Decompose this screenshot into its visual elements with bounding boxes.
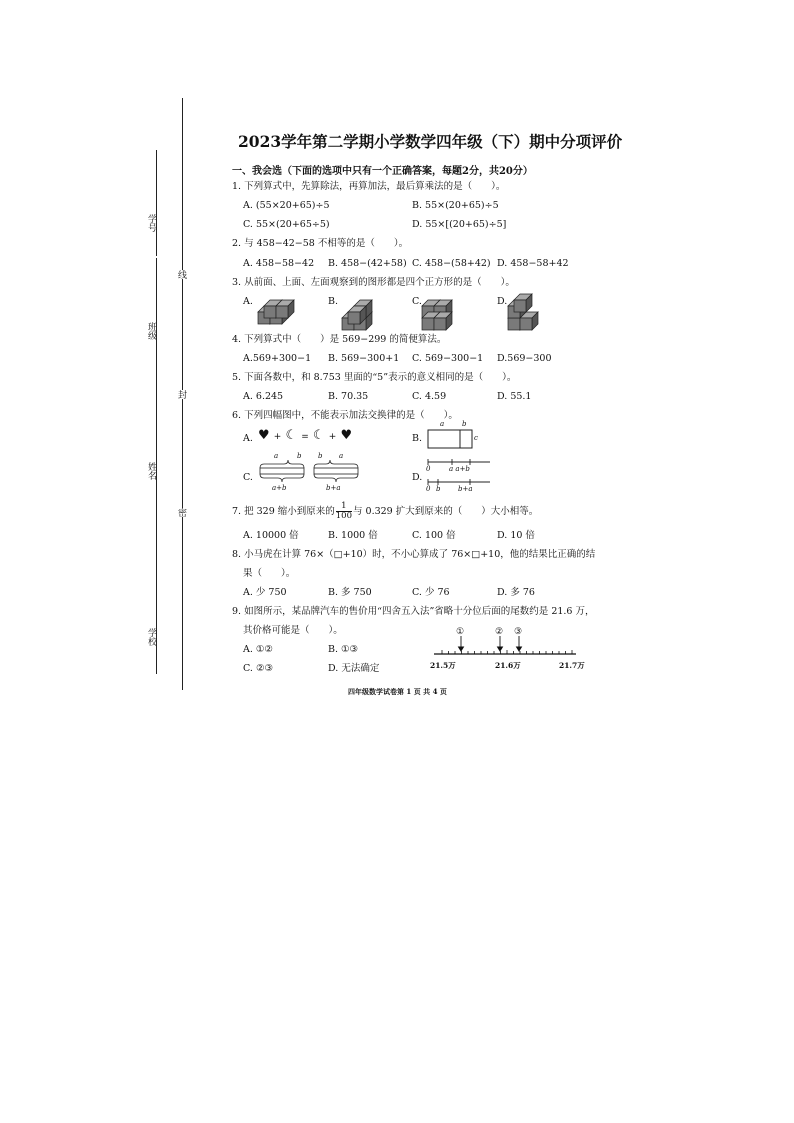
q9-marker-2: ② <box>495 627 504 637</box>
q7-fraction <box>336 502 352 521</box>
q6-c-label-b2: b <box>318 452 323 460</box>
q9-marker-1: ① <box>456 627 465 637</box>
q9-tick-21-6: 21.6万 <box>495 661 521 670</box>
q3-option-d[interactable]: D. <box>497 296 508 307</box>
q6-d-label-b: b <box>436 485 441 493</box>
cube-figure-c <box>422 300 452 330</box>
q5-option-b[interactable]: B. 70.35 <box>328 391 369 402</box>
q6-stem: 6. 下列四幅图中，不能表示加法交换律的是（ ）。 <box>232 410 458 421</box>
q2-option-d[interactable]: D. 458−58+42 <box>497 258 569 269</box>
q5-option-d[interactable]: D. 55.1 <box>497 391 532 402</box>
field-xingming-line[interactable] <box>156 370 157 512</box>
q7-stem-pre: 7. 把 329 缩小到原来的 <box>232 505 335 517</box>
page-title: 2023学年第二学期小学数学四年级（下）期中分项评价 <box>238 132 623 151</box>
q9-stem-line1: 9. 如图所示，某品牌汽车的售价用“四舍五入法”省略十分位后面的尾数约是 21.6 万， <box>232 606 595 617</box>
q6-d-label-a-ab: a a+b <box>449 465 470 473</box>
moon-icon: ☾ <box>312 428 325 443</box>
q9-stem-line2: 其价格可能是（ ）。 <box>243 625 343 636</box>
q7-frac-numerator: 1 <box>341 501 347 511</box>
q8-option-a[interactable]: A. 少 750 <box>243 587 287 598</box>
q7-option-b[interactable]: B. 1000 倍 <box>328 530 378 541</box>
q9-option-c[interactable]: C. ②③ <box>243 663 274 674</box>
page-footer: 四年级数学试卷第 1 页 共 4 页 <box>348 687 447 696</box>
q4-option-b[interactable]: B. 569−300+1 <box>328 353 400 364</box>
q3-cube-figures <box>250 292 550 334</box>
cube-figure-d <box>508 294 538 330</box>
heart-icon: ♥ <box>258 428 270 443</box>
q6-option-a[interactable]: A. <box>243 433 253 444</box>
q9-tick-21-5: 21.5万 <box>430 661 456 670</box>
q7-frac-denominator: 100 <box>335 511 352 521</box>
q2-option-c[interactable]: C. 458−(58+42) <box>412 258 491 269</box>
binding-mark-feng: 封 <box>176 390 186 399</box>
q8-stem-line2: 果（ ）。 <box>243 568 296 579</box>
q3-option-c[interactable]: C. <box>412 296 422 307</box>
q7-option-c[interactable]: C. 100 倍 <box>412 530 456 541</box>
q7-option-d[interactable]: D. 10 倍 <box>497 530 535 541</box>
q6-c-label-b: b <box>297 452 302 460</box>
q1-option-a[interactable]: A. (55×20+65)÷5 <box>243 200 330 211</box>
field-xuehao-line[interactable] <box>156 150 157 256</box>
q6-option-d[interactable]: D. <box>412 472 423 483</box>
q2-option-b[interactable]: B. 458−(42+58) <box>328 258 407 269</box>
q1-stem: 1. 下列算式中，先算除法，再算加法，最后算乘法的是（ ）。 <box>232 181 506 192</box>
q4-option-a[interactable]: A.569+300−1 <box>243 353 312 364</box>
q6-a-plus-2: + <box>328 432 337 442</box>
q6-option-b[interactable]: B. <box>412 433 423 444</box>
label-banji: 班级 <box>146 322 156 340</box>
q8-option-d[interactable]: D. 多 76 <box>497 587 535 598</box>
q6-d-label-ba: b+a <box>458 485 473 493</box>
q6-c-label-a: a <box>274 452 279 460</box>
q4-option-c[interactable]: C. 569−300−1 <box>412 353 484 364</box>
q6-c-sum-ba: b+a <box>326 484 341 492</box>
q4-option-d[interactable]: D.569−300 <box>497 353 552 364</box>
q3-option-b[interactable]: B. <box>328 296 339 307</box>
field-banji-line[interactable] <box>156 258 157 370</box>
q6-a-figure <box>258 428 352 443</box>
label-xingming: 姓名 <box>146 462 156 480</box>
q1-option-b[interactable]: B. 55×(20+65)÷5 <box>412 200 499 211</box>
q6-c-label-a2: a <box>339 452 344 460</box>
q6-option-c[interactable]: C. <box>243 472 253 483</box>
q9-option-b[interactable]: B. ①③ <box>328 644 359 655</box>
q9-tick-21-7: 21.7万 <box>559 661 585 670</box>
heart-icon: ♥ <box>340 428 353 443</box>
arrow-down-icon <box>459 636 522 651</box>
cube-figure-a <box>258 300 294 324</box>
label-xuexiao: 学校 <box>146 628 156 646</box>
q2-stem: 2. 与 458−42−58 不相等的是（ ）。 <box>232 238 409 249</box>
q6-b-label-b: b <box>462 420 467 428</box>
q3-stem: 3. 从前面、上面、左面观察到的图形都是四个正方形的是（ ）。 <box>232 277 515 288</box>
q5-option-a[interactable]: A. 6.245 <box>243 391 284 402</box>
q1-option-c[interactable]: C. 55×(20+65÷5) <box>243 219 330 230</box>
field-xuexiao-line[interactable] <box>156 512 157 674</box>
q3-option-a[interactable]: A. <box>243 296 253 307</box>
q9-marker-3: ③ <box>514 627 523 637</box>
q6-d-zero-1: 0 <box>426 465 431 473</box>
cube-figure-b <box>342 300 372 330</box>
q2-option-a[interactable]: A. 458−58−42 <box>243 258 315 269</box>
q7-stem <box>232 502 538 521</box>
binding-mark-mi: 密 <box>176 508 186 517</box>
q8-option-b[interactable]: B. 多 750 <box>328 587 372 598</box>
q4-stem: 4. 下列算式中（ ）是 569−299 的简便算法。 <box>232 334 447 345</box>
binding-mark-xian: 线 <box>176 270 186 279</box>
q1-option-d[interactable]: D. 55×[(20+65)÷5] <box>412 219 507 230</box>
q5-stem: 5. 下面各数中，和 8.753 里面的“5”表示的意义相同的是（ ）。 <box>232 372 517 383</box>
q7-option-a[interactable]: A. 10000 倍 <box>243 530 299 541</box>
q6-c-figure <box>256 458 366 486</box>
q8-stem-line1: 8. 小马虎在计算 76×（□+10）时，不小心算成了 76×□+10，他的结果比正确的结 <box>232 549 596 560</box>
q9-number-line <box>430 636 580 660</box>
q9-option-d[interactable]: D. 无法确定 <box>328 663 380 674</box>
q6-a-equals: = <box>301 432 309 442</box>
q9-option-a[interactable]: A. ①② <box>243 644 273 655</box>
q7-stem-post: 与 0.329 扩大到原来的（ ）大小相等。 <box>353 505 539 517</box>
q6-d-zero-2: 0 <box>426 485 431 493</box>
section-heading: 一、我会选（下面的选项中只有一个正确答案，每题2分，共20分） <box>232 166 533 177</box>
q6-a-plus: + <box>273 432 282 442</box>
q6-c-sum-ab: a+b <box>272 484 287 492</box>
label-xuehao: 学号 <box>146 214 156 232</box>
q8-option-c[interactable]: C. 少 76 <box>412 587 450 598</box>
q6-b-label-c: c <box>474 434 478 442</box>
q5-option-c[interactable]: C. 4.59 <box>412 391 447 402</box>
moon-icon: ☾ <box>285 428 298 443</box>
q6-b-label-a: a <box>440 420 445 428</box>
